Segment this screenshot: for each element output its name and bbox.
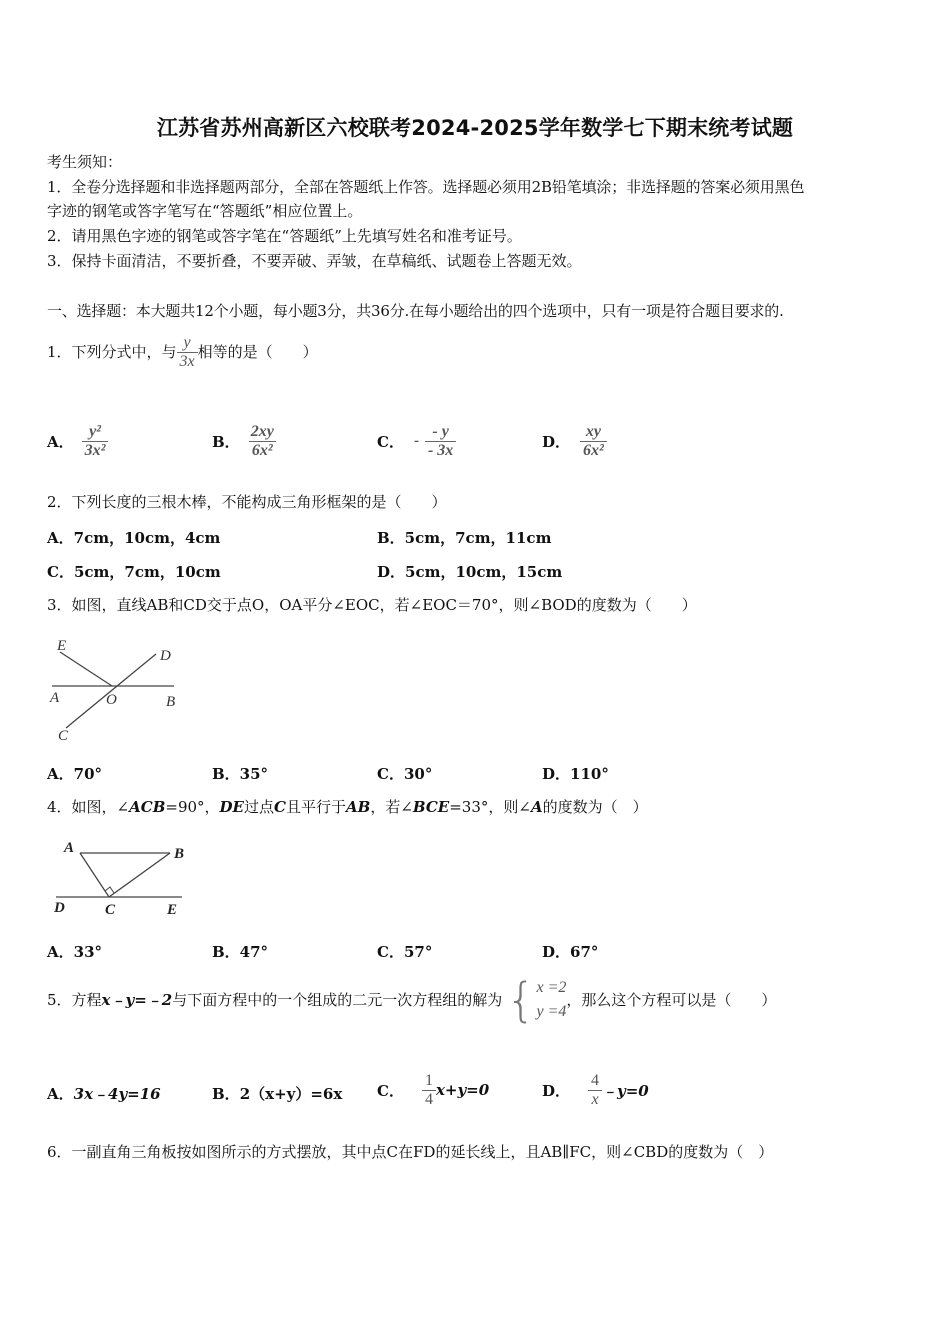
notice-item-3: 3．保持卡面清洁，不要折叠，不要弄破、弄皱，在草稿纸、试题卷上答题无效。 [47,252,582,270]
page-title: 江苏省苏州高新区六校联考2024-2025学年数学七下期末统考试题 [156,116,794,140]
q4-option-b[interactable]: B．47° [212,943,269,961]
label-o: O [106,692,117,708]
label-e: E [167,902,178,918]
label-d: D [160,648,171,664]
label-e: E [57,638,67,654]
question-4-stem: 4．如图，∠ACB=90°，DE过点C且平行于AB，若∠BCE=33°，则∠A的度数为（ ） [47,798,648,816]
segment-ac [80,853,109,897]
label-b: B [174,846,185,862]
notice-item-2: 2．请用黑色字迹的钢笔或答字笔在“答题纸”上先填写姓名和准考证号。 [47,227,522,245]
q3-option-a[interactable]: A．70° [47,765,103,783]
q1-suffix: 相等的是（ ） [197,343,318,361]
q3-option-d[interactable]: D．110° [542,765,609,783]
q5-equation-system: { x =2 y =4 [506,973,567,1027]
q1-option-b[interactable]: B． $\frac{2xy}{\text{6x²}}$ [212,422,274,459]
q4-figure [50,834,200,920]
label-b: B [166,694,176,710]
q5-option-c[interactable]: C． $\frac{1}{4}$ x+y=0 [377,1071,490,1108]
question-5-stem: 5．方程 x﹣y=﹣2 与下面方程中的一个组成的二元一次方程组的解为 { x =2 y =4 ，那么这个方程可以是（ ） [47,973,777,1027]
q4-option-a[interactable]: A．33° [47,943,103,961]
q2-option-b[interactable]: B．5cm，7cm，11cm [377,529,552,547]
q5-option-d[interactable]: D． $\frac{4}{x}$ ﹣y=0 [542,1071,649,1108]
q2-option-d[interactable]: D．5cm，10cm，15cm [377,563,563,581]
label-c: C [58,728,69,744]
notice-item-1-line-1: 1．全卷分选择题和非选择题两部分，全部在答题纸上作答。选择题必须用2B铅笔填涂；非选择题的答案必须用黑色 [47,178,805,196]
notice-heading: 考生须知： [47,153,123,171]
q3-option-b[interactable]: B．35° [212,765,269,783]
question-1-stem [47,330,318,374]
section-1-heading: 一、选择题：本大题共12个小题，每小题3分，共36分.在每小题给出的四个选项中，只有一项是符合题目要求的. [47,302,784,320]
label-d: D [54,900,65,916]
label-a: A [64,840,75,856]
question-6-stem: 6．一副直角三角板按如图所示的方式摆放，其中点C在FD的延长线上，且AB∥FC，则∠CBD的度数为（ ） [47,1143,774,1161]
q1-fraction: $\frac{y}{3x}$ [177,334,198,371]
q1-option-c[interactable]: C． - $\frac{- y}{- 3x}$ [377,418,456,464]
q1-option-a[interactable]: A． $\frac{\text{y²}}{\text{3x²}}$ [47,418,108,464]
q1-option-d[interactable]: D． $\frac{xy}{\text{6x²}}$ [542,418,607,464]
q2-option-c[interactable]: C．5cm，7cm，10cm [47,563,221,581]
label-a: A [50,690,60,706]
q4-option-d[interactable]: D．67° [542,943,599,961]
ray-oe [60,652,112,686]
segment-bc [109,853,170,897]
notice-item-1-line-2: 字迹的钢笔或答字笔写在“答题纸”相应位置上。 [47,202,363,220]
q5-option-b[interactable]: B．2（x+y）=6x [212,1085,343,1103]
q4-option-c[interactable]: C．57° [377,943,433,961]
question-2-stem: 2．下列长度的三根木棒，不能构成三角形框架的是（ ） [47,493,447,511]
q1-prefix: 1．下列分式中，与 [47,343,177,361]
q3-figure [44,632,194,747]
q5-option-a[interactable]: A．3x﹣4y=16 [47,1085,161,1103]
question-3-stem: 3．如图，直线AB和CD交于点O，OA平分∠EOC，若∠EOC＝70°，则∠BOD的度数为（ ） [47,596,697,614]
label-c: C [105,902,116,918]
q2-option-a[interactable]: A．7cm，10cm，4cm [47,529,221,547]
q3-option-c[interactable]: C．30° [377,765,433,783]
